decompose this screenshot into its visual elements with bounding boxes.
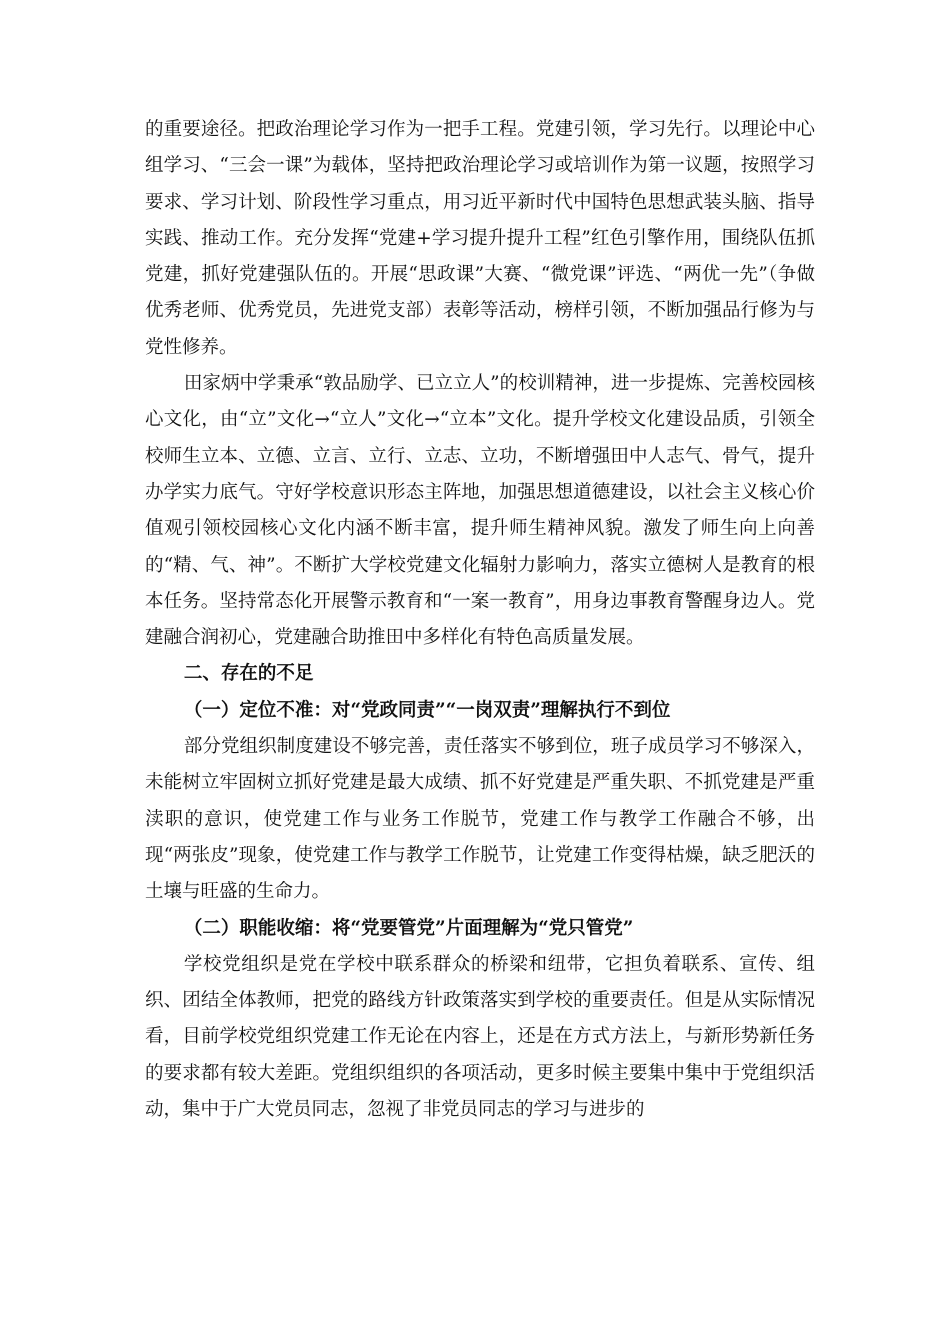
subheading-function-shrinking: （二）职能收缩：将“党要管党”片面理解为“党只管党” — [183, 917, 634, 939]
paragraph-positioning: 部分党组织制度建设不够完善，责任落实不够到位，班子成员学习不够深入，未能树立牢固树立抓好党建是最大成绩、抓不好党建是严重失职、不抓党建是严重渎职的意识，使党建工作与业务工作脱节，党建工作与教学工作融合不够，出现“两张皮”现象，使党建工作与教学工作脱节，让党建工作变得枯燥，缺乏肥沃的土壤与旺盛的生命力。 — [145, 736, 815, 903]
paragraph-school-culture: 田家炳中学秉承“敦品励学、已立立人”的校训精神，进一步提炼、完善校园核心文化，由“立”文化→“立人”文化→“立本”文化。提升学校文化建设品质，引领全校师生立本、立德、立言、立行、立志、立功，不断增强田中人志气、骨气，提升办学实力底气。守好学校意识形态主阵地，加强思想道德建设，以社会主义核心价值观引领校园核心文化内涵不断丰富，提升师生精神风貌。激发了师生向上向善的“精、气、神”。不断扩大学校党建文化辐射力影响力，落实立德树人是教育的根本任务。坚持常态化开展警示教育和“一案一教育”，用身边事教育警醒身边人。党建融合润初心，党建融合助推田中多样化有特色高质量发展。 — [145, 373, 815, 649]
paragraph-function-shrinking: 学校党组织是党在学校中联系群众的桥梁和纽带，它担负着联系、宣传、组织、团结全体教师，把党的路线方针政策落实到学校的重要责任。但是从实际情况看，目前学校党组织党建工作无论在内容上，还是在方式方法上，与新形势新任务的要求都有较大差距。党组织组织的各项活动，更多时候主要集中集中于党组织活动，集中于广大党员同志，忽视了非党员同志的学习与进步的 — [145, 953, 815, 1121]
paragraph-continuation: 的重要途径。把政治理论学习作为一把手工程。党建引领，学习先行。以理论中心组学习、“三会一课”为载体，坚持把政治理论学习或培训作为第一议题，按照学习要求、学习计划、阶段性学习重点，用习近平新时代中国特色思想武装头脑、指导实践、推动工作。充分发挥“党建+学习提升提升工程”红色引擎作用，围绕队伍抓党建，抓好党建强队伍的。开展“思政课”大赛、“微党课”评选、“两优一先”（争做优秀老师、优秀党员，先进党支部）表彰等活动，榜样引领，不断加强品行修为与党性修养。 — [145, 119, 815, 358]
subheading-positioning: （一）定位不准：对“党政同责”“一岗双责”理解执行不到位 — [183, 699, 671, 721]
section-heading-shortcomings: 二、存在的不足 — [183, 663, 314, 685]
document-body — [145, 112, 815, 1128]
